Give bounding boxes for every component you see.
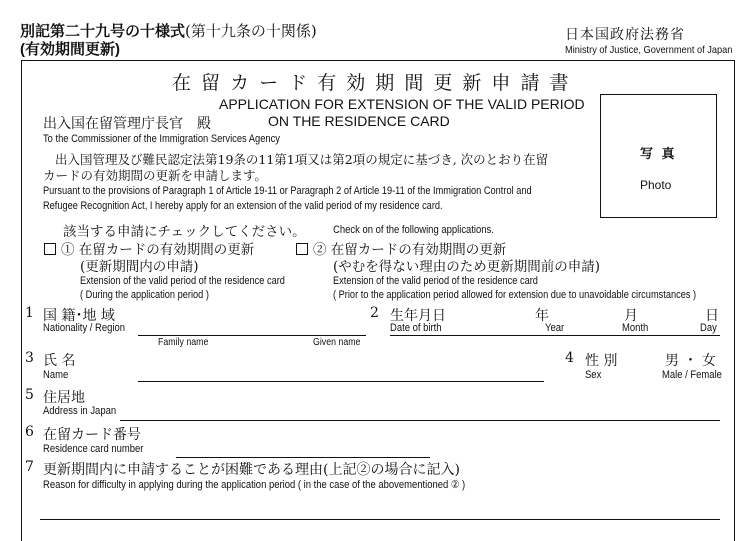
dob-year-en: Year [545, 322, 565, 334]
sex-options-en: Male / Female [662, 369, 722, 381]
dob-month-jp: 月 [624, 308, 638, 324]
option-1-label-en: Extension of the valid period of the residence card [80, 275, 285, 287]
intro-jp-1: 出入国管理及び難民認定法第19条の11第1項又は第2項の規定に基づき, 次のとおり在留 [55, 152, 549, 167]
field-1-number: 1 [25, 305, 34, 321]
field-7-number: 7 [25, 459, 34, 475]
ministry-jp: 日本国政府法務省 [565, 27, 685, 43]
reason-underline [40, 519, 720, 520]
field-5-number: 5 [25, 387, 34, 403]
card-number-underline [176, 457, 430, 458]
photo-label-en: Photo [640, 178, 672, 192]
option-1-sub-en: ( During the application period ) [80, 289, 209, 301]
dob-label-jp: 生年月日 [390, 308, 446, 324]
form-title-en-1: APPLICATION FOR EXTENSION OF THE VALID PERIOD [219, 96, 585, 112]
dob-label-en: Date of birth [390, 322, 442, 334]
sex-label-jp: 性 別 [585, 353, 618, 369]
option-1-sub-jp: (更新期間内の申請) [80, 259, 199, 275]
option-2-sub-en: ( Prior to the application period allowed for extension due to unavoidable circumstances ) [333, 289, 697, 301]
form-reference: (第十九条の十関係) [185, 22, 317, 40]
addressee-en: To the Commissioner of the Immigration Services Agency [43, 133, 280, 145]
address-underline [120, 420, 720, 421]
option-2-checkbox[interactable] [296, 239, 308, 258]
address-label-jp: 住居地 [43, 390, 85, 406]
card-number-label-en: Residence card number [43, 443, 144, 455]
given-name-label: Given name [313, 337, 361, 348]
option-2-label-en: Extension of the valid period of the residence card [333, 275, 538, 287]
nationality-label-jp: 国 籍･地 域 [43, 308, 115, 324]
dob-month-en: Month [622, 322, 649, 334]
reason-label-jp: 更新期間内に申請することが困難である理由(上記②の場合に記入) [43, 462, 460, 478]
intro-en-1: Pursuant to the provisions of Paragraph 1 of Article 19-11 or Paragraph 2 of Article 19-11 of the Immigration Control and [43, 185, 532, 197]
addressee-jp: 出入国在留管理庁長官 殿 [43, 116, 211, 132]
ministry-en: Ministry of Justice, Government of Japan [565, 44, 733, 56]
nationality-underline [138, 335, 366, 336]
nationality-input[interactable] [138, 318, 366, 336]
family-name-label: Family name [158, 337, 209, 348]
intro-en-2: Refugee Recognition Act, I hereby apply for an extension of the valid period of my residence card. [43, 200, 443, 212]
card-number-input[interactable] [178, 440, 430, 458]
option-1-checkbox[interactable] [44, 239, 56, 258]
name-label-jp: 氏 名 [43, 353, 76, 369]
form-title-jp: 在 留 カ ー ド 有 効 期 間 更 新 申 請 書 [172, 72, 571, 94]
field-2-number: 2 [370, 305, 379, 321]
reason-label-en: Reason for difficulty in applying during the application period ( in the case of the abovementioned ② ) [43, 479, 466, 491]
address-label-en: Address in Japan [43, 405, 117, 417]
sex-label-en: Sex [585, 369, 602, 381]
field-3-number: 3 [25, 350, 34, 366]
address-input[interactable] [122, 402, 720, 420]
field-6-number: 6 [25, 424, 34, 440]
dob-day-input[interactable] [655, 318, 699, 336]
option-1-label-jp: ① 在留カードの有効期間の更新 [61, 242, 255, 258]
name-input[interactable] [138, 363, 544, 381]
check-instruction-jp: 該当する申請にチェックしてください。 [63, 224, 306, 240]
dob-day-en: Day [700, 322, 717, 334]
field-4-number: 4 [565, 350, 574, 366]
dob-day-jp: 日 [705, 308, 719, 324]
dob-year-input[interactable] [445, 318, 543, 336]
form-number: 別記第二十九号の十様式 [20, 23, 186, 40]
form-subtitle: (有効期間更新) [20, 41, 120, 58]
form-title-en-2: ON THE RESIDENCE CARD [268, 113, 450, 129]
photo-label-jp: 写 真 [640, 147, 677, 162]
dob-year-jp: 年 [535, 308, 549, 324]
name-underline [138, 381, 544, 382]
dob-month-input[interactable] [570, 318, 622, 336]
card-number-label-jp: 在留カード番号 [43, 427, 141, 443]
nationality-label-en: Nationality / Region [43, 322, 126, 334]
dob-underline [390, 335, 720, 336]
reason-input[interactable] [43, 500, 719, 518]
intro-jp-2: カードの有効期間の更新を申請します。 [43, 168, 268, 183]
name-label-en: Name [43, 369, 69, 381]
sex-options-jp[interactable]: 男 ・ 女 [665, 353, 716, 369]
check-instruction-en: Check on of the following applications. [333, 224, 494, 236]
option-2-sub-jp: (やむを得ない理由のため更新期間前の申請) [333, 259, 601, 275]
option-2-label-jp: ② 在留カードの有効期間の更新 [313, 242, 507, 258]
